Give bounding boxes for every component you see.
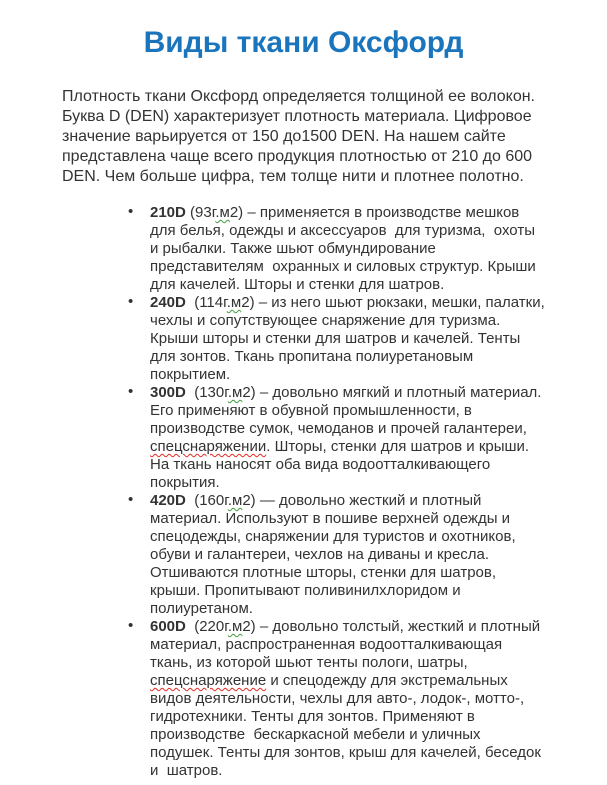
density-code: 240D (150, 294, 186, 311)
bullet-icon: • (128, 383, 134, 400)
list-item-text (150, 492, 520, 617)
text-segment: 2) – довольно мягкий и плотный материал. Его применяют в обувной промышленности, в производстве сумок, чемоданов и прочей галантереи, (150, 384, 546, 437)
text-segment: и спецодежду для экстремальных видов деятельности, чехлы для авто-, лодок-, мотто-, гидротехники. Тенты для зонтов. Применяют в производстве бескаркасной мебели и уличных подушек. Тенты для зонтов, крыш для качелей, беседок и шатров. (150, 672, 546, 779)
list-item (128, 617, 546, 780)
density-code: 300D (150, 384, 186, 401)
text-segment: .м (226, 294, 242, 311)
text-segment: (160г (185, 492, 228, 509)
list-item (128, 293, 549, 384)
page-title: Виды ткани Оксфорд (143, 26, 464, 59)
fabric-list (128, 203, 549, 780)
text-segment: 2) – довольно толстый, жесткий и плотный материал, распространенная водоотталкивающая ткань, из которой шьют тенты пологи, шатры, (150, 618, 545, 671)
text-segment: 2) — довольно жесткий и плотный материал. Используют в пошиве верхней одежды и спецодежды, снаряжении для туристов и охотников, обуви и галантереи, чехлов на диваны и кресла. Отшиваются плотные шторы, стенки для шатров, крыши. Пропитывают поливинилхлоридом и полиуретаном. (150, 492, 520, 617)
text-segment: 2) – из него шьют рюкзаки, мешки, палатки, чехлы и сопутствующее снаряжение для туризма. Крыши шторы и стенки для шатров и качелей. Тенты для зонтов. Ткань пропитана полиуретановым покрытием. (150, 294, 549, 383)
bullet-icon: • (128, 203, 134, 220)
text-segment: (114г (185, 294, 227, 311)
text-segment: (220г (185, 618, 228, 635)
text-segment: .м (215, 204, 230, 221)
list-item (128, 383, 546, 492)
density-code: 600D (150, 618, 186, 635)
intro-paragraph: Плотность ткани Оксфорд определяется толщиной ее волокон. Буква D (DEN) характеризует плотность материала. Цифровое значение варьируется от 150 до1500 DEN. На нашем сайте представлена чаще всего продукция плотностью от 210 до 600 DEN. Чем больше цифра, тем толще нити и плотнее полотно. (62, 88, 540, 185)
bullet-icon: • (128, 491, 134, 508)
text-segment: .м (227, 618, 243, 635)
text-segment: .м (227, 492, 243, 509)
list-item (128, 491, 545, 618)
bullet-icon: • (128, 617, 134, 634)
text-segment: 2) – применяется в производстве мешков для белья, одежды и аксессуаров для туризма, охоты и рыбалки. Также шьют обмундирование представителям охранных и силовых структур. Крыши для качелей. Шторы и стенки для шатров. (150, 204, 540, 293)
text-segment: .м (227, 384, 243, 401)
text-segment: (130г (185, 384, 228, 401)
text-segment: (93г (185, 204, 216, 221)
density-code: 420D (150, 492, 186, 509)
list-item-text (150, 294, 549, 383)
list-item-text (150, 618, 545, 779)
list-item (128, 203, 545, 294)
list-item-text (150, 384, 546, 491)
density-code: 210D (150, 204, 186, 221)
text-segment: . Шторы, стенки для шатров и крыши. На ткань наносят оба вида водоотталкивающего покрытия. (150, 438, 534, 491)
list-item-text (150, 204, 540, 293)
text-segment: спецснаряжении (150, 438, 267, 455)
bullet-icon: • (128, 293, 134, 310)
text-segment: спецснаряжение (150, 672, 267, 689)
